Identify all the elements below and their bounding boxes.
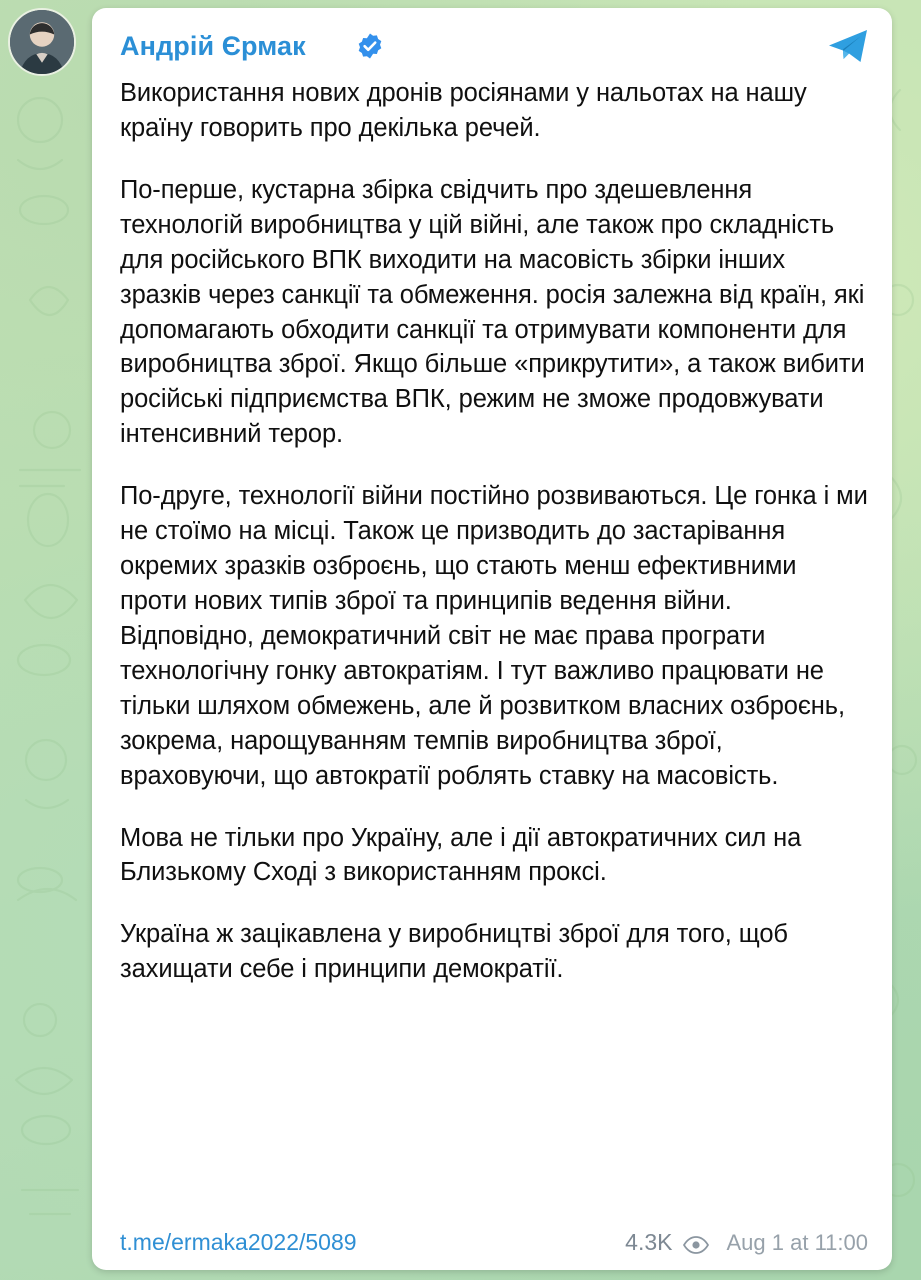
message-paragraph: Україна ж зацікавлена у виробництві зброї для того, щоб захищати себе і принципи демократії. — [120, 920, 788, 984]
message-paragraph: Використання нових дронів росіянами у нальотах на нашу країну говорить про декілька речей. — [120, 79, 807, 142]
ukraine-flag-icon — [314, 34, 348, 58]
message-card — [92, 8, 892, 1270]
message-timestamp: Aug 1 at 11:00 — [726, 1229, 868, 1255]
avatar[interactable] — [8, 8, 76, 76]
author-name[interactable]: Андрій Єрмак — [120, 30, 306, 61]
message-meta — [625, 1229, 868, 1256]
message-paragraph: Мова не тільки про Україну, але і дії автократичних сил на Близькому Сході з використанням проксі. — [120, 823, 802, 887]
message-text — [120, 76, 870, 987]
message-paragraph: По-друге, технології війни постійно розвиваються. Це гонка і ми не стоїмо на місці. Також це призводить до застарівання окремих зразків озброєнь, що стають менш ефективними проти нових типів зброї та принципів ведення війни. Відповідно, демократичний світ не має права програти технологічну гонку автократіям. І тут важливо працювати не тільки шляхом обмежень, але й розвитком власних озброєнь, зокрема, нарощуванням темпів виробництва зброї, враховуючи, що автократії роблять ставку на масовість. — [120, 482, 868, 790]
verified-icon — [356, 32, 384, 60]
message-header — [120, 24, 870, 68]
message-permalink[interactable]: t.me/ermaka2022/5089 — [120, 1229, 357, 1255]
eye-icon — [683, 1234, 709, 1252]
message-paragraph: По-перше, кустарна збірка свідчить про здешевлення технологій виробництва у цій війні, але також про складність для російського ВПК виходити на масовість збірки інших зразків через санкції та обмеження. росія залежна від країн, які допомагають обходити санкції та отримувати компоненти для виробництва зброї. Якщо більше «прикрутити», а також вибити російські підприємства ВПК, режим не зможе продовжувати інтенсивний терор. — [120, 175, 865, 449]
telegram-logo-icon[interactable] — [826, 24, 870, 68]
views-count: 4.3K — [625, 1229, 673, 1255]
message-footer — [120, 1229, 868, 1256]
